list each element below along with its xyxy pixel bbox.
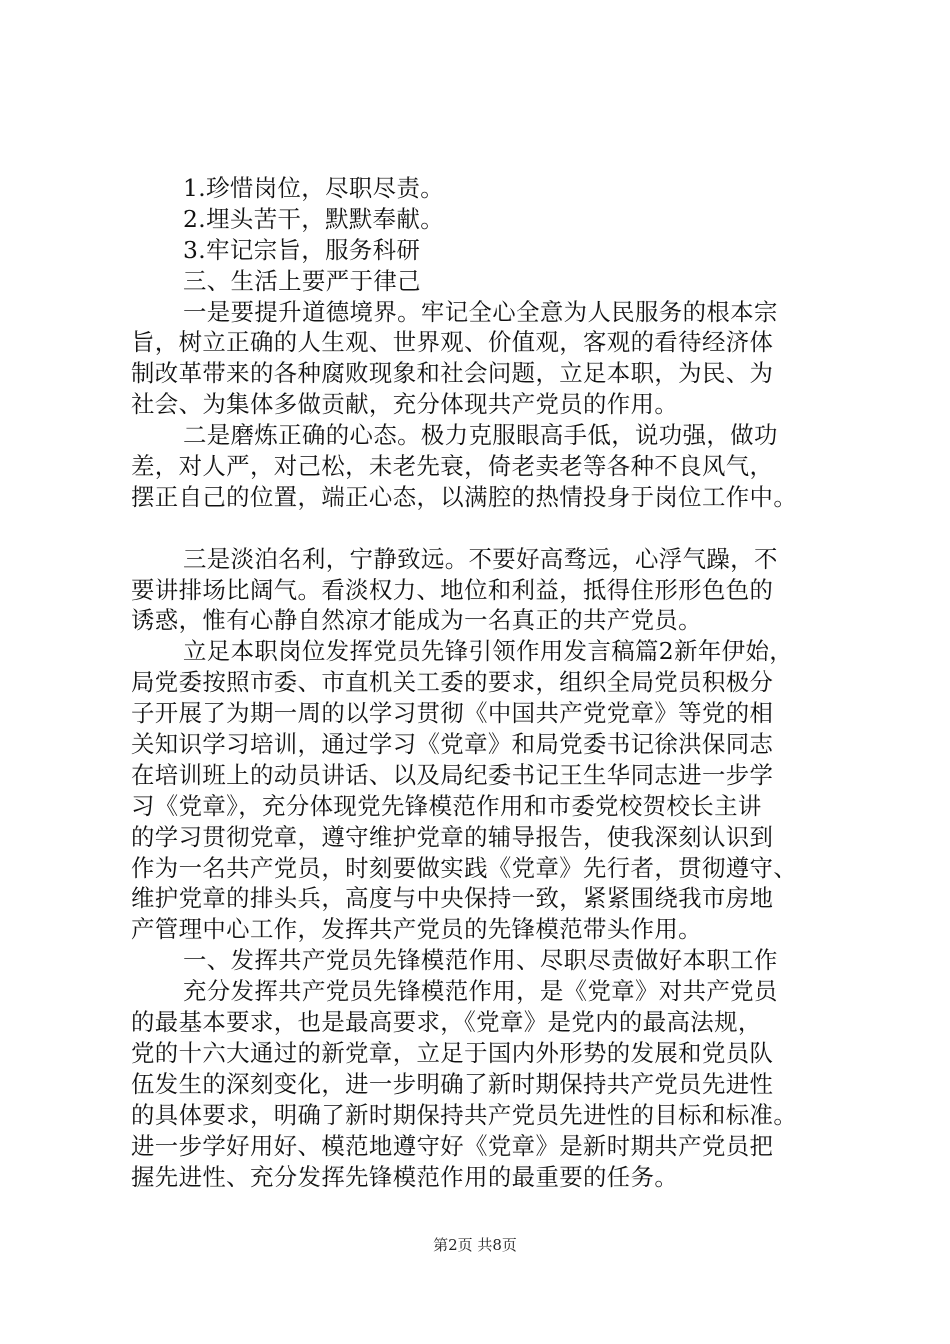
text-line: 局党委按照市委、市直机关工委的要求，组织全局党员积极分 — [131, 668, 774, 697]
text-line: 在培训班上的动员讲话、以及局纪委书记王生华同志进一步学 — [131, 760, 774, 789]
text-line: 社会、为集体多做贡献，充分体现共产党员的作用。 — [131, 390, 679, 419]
text-line: 3.牢记宗旨，服务科研 — [183, 235, 421, 264]
text-line: 三是淡泊名利，宁静致远。不要好高骛远，心浮气躁，不 — [183, 544, 778, 573]
text-line: 的具体要求，明确了新时期保持共产党员先进性的目标和标准。 — [131, 1100, 798, 1129]
text-line: 党的十六大通过的新党章，立足于国内外形势的发展和党员队 — [131, 1038, 774, 1067]
text-line — [131, 513, 831, 544]
text-line: 二是磨炼正确的心态。极力克服眼高手低，说功强，做功 — [183, 421, 778, 450]
text-line: 握先进性、充分发挥先锋模范作用的最重要的任务。 — [131, 1162, 679, 1191]
text-line: 习《党章》，充分体现党先锋模范作用和市委党校贺校长主讲 — [131, 791, 762, 820]
text-line: 作为一名共产党员，时刻要做实践《党章》先行者，贯彻遵守、 — [131, 853, 798, 882]
text-line: 充分发挥共产党员先锋模范作用，是《党章》对共产党员 — [183, 977, 778, 1006]
text-line: 产管理中心工作，发挥共产党员的先锋模范带头作用。 — [131, 915, 702, 944]
text-line: 子开展了为期一周的以学习贯彻《中国共产党党章》等党的相 — [131, 699, 774, 728]
text-line: 进一步学好用好、模范地遵守好《党章》是新时期共产党员把 — [131, 1131, 774, 1160]
text-line: 差，对人严，对己松，未老先衰，倚老卖老等各种不良风气， — [131, 452, 774, 481]
page-footer: 第2页 共8页 — [433, 1236, 517, 1254]
text-line: 一、发挥共产党员先锋模范作用、尽职尽责做好本职工作 — [183, 946, 778, 975]
text-line: 关知识学习培训，通过学习《党章》和局党委书记徐洪保同志 — [131, 730, 774, 759]
text-line: 要讲排场比阔气。看淡权力、地位和利益，抵得住形形色色的 — [131, 575, 774, 604]
text-line: 制改革带来的各种腐败现象和社会问题，立足本职，为民、为 — [131, 359, 774, 388]
text-line: 1.珍惜岗位，尽职尽责。 — [183, 174, 445, 202]
text-line: 2.埋头苦干，默默奉献。 — [183, 204, 445, 233]
text-line: 伍发生的深刻变化，进一步明确了新时期保持共产党员先进性 — [131, 1069, 774, 1098]
text-line: 一是要提升道德境界。牢记全心全意为人民服务的根本宗 — [183, 297, 778, 326]
text-line: 摆正自己的位置，端正心态，以满腔的热情投身于岗位工作中。 — [131, 482, 798, 511]
text-line: 立足本职岗位发挥党员先锋引领作用发言稿篇2新年伊始， — [183, 637, 794, 666]
text-line: 三、生活上要严于律己 — [183, 266, 421, 295]
text-line: 旨，树立正确的人生观、世界观、价值观，客观的看待经济体 — [131, 328, 774, 357]
text-line: 的最基本要求，也是最高要求，《党章》是党内的最高法规， — [131, 1008, 762, 1037]
document-body — [131, 173, 831, 1192]
text-line: 的学习贯彻党章，遵守维护党章的辅导报告，使我深刻认识到 — [131, 822, 774, 851]
text-line: 诱惑，惟有心静自然凉才能成为一名真正的共产党员。 — [131, 606, 702, 635]
text-line: 维护党章的排头兵，高度与中央保持一致，紧紧围绕我市房地 — [131, 884, 774, 913]
